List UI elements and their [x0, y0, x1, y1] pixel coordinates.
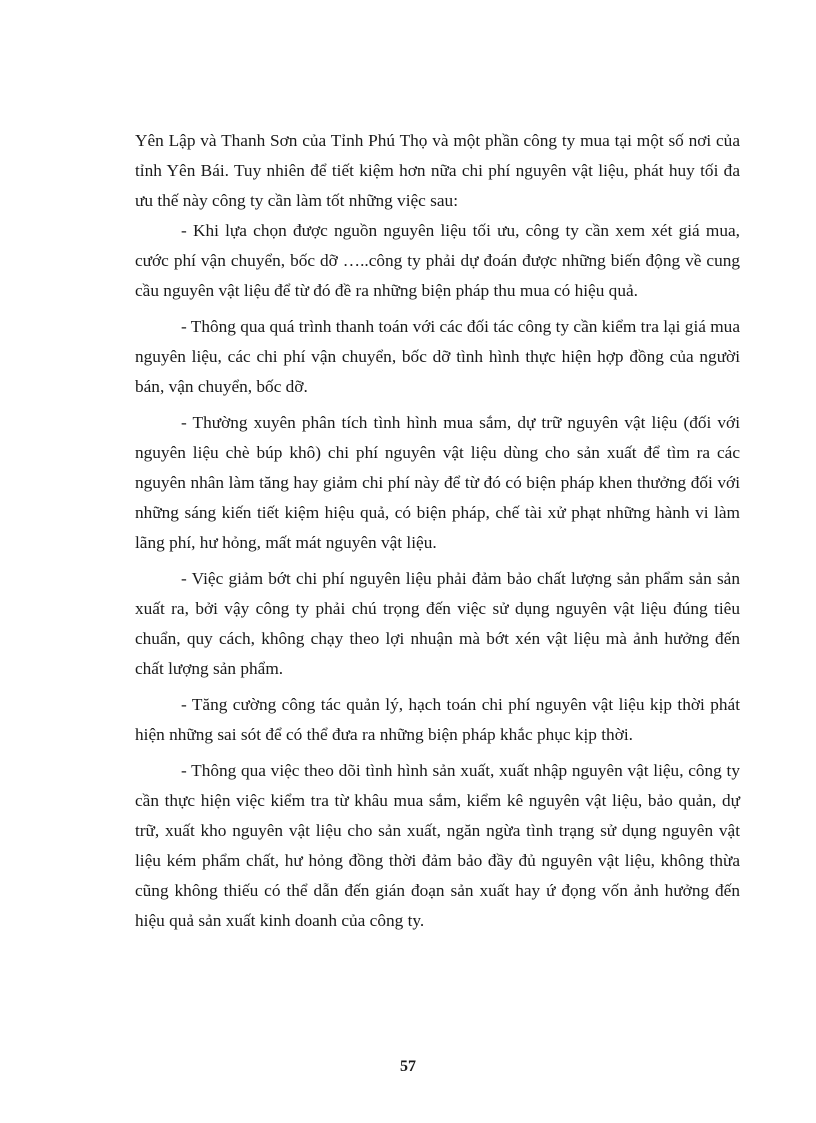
paragraph-item-6: - Thông qua việc theo dõi tình hình sản xuất, xuất nhập nguyên vật liệu, công ty cần thực hiện việc kiểm tra từ khâu mua sắm, kiểm kê nguyên vật liệu, bảo quản, dự trữ, xuất kho nguyên vật liệu cho sản xuất, ngăn ngừa tình trạng sử dụng nguyên vật liệu kém phẩm chất, hư hỏng đồng thời đảm bảo đầy đủ nguyên vật liệu, không thừa cũng không thiếu có thể dẫn đến gián đoạn sản xuất hay ứ đọng vốn ảnh hưởng đến hiệu quả sản xuất kinh doanh của công ty. — [135, 761, 740, 930]
paragraph-item-4: - Việc giảm bớt chi phí nguyên liệu phải đảm bảo chất lượng sản phẩm sản sản xuất ra, bởi vậy công ty phải chú trọng đến việc sử dụng nguyên vật liệu đúng tiêu chuẩn, quy cách, không chạy theo lợi nhuận mà bớt xén vật liệu mà ảnh hưởng đến chất lượng sản phẩm. — [135, 569, 740, 678]
paragraph-item-3: - Thường xuyên phân tích tình hình mua sắm, dự trữ nguyên vật liệu (đối với nguyên liệu chè búp khô) chi phí nguyên vật liệu dùng cho sản xuất để tìm ra các nguyên nhân làm tăng hay giảm chi phí này để từ đó có biện pháp khen thưởng đối với những sáng kiến tiết kiệm hiệu quả, có biện pháp, chế tài xử phạt những hành vi làm lãng phí, hư hỏng, mất mát nguyên vật liệu. — [135, 413, 740, 552]
paragraph-item-1: - Khi lựa chọn được nguồn nguyên liệu tối ưu, công ty cần xem xét giá mua, cước phí vận chuyển, bốc dỡ …..công ty phải dự đoán được những biến động về cung cầu nguyên vật liệu để từ đó đề ra những biện pháp thu mua có hiệu quả. — [135, 221, 740, 300]
paragraph-item-2: - Thông qua quá trình thanh toán với các đối tác công ty cần kiểm tra lại giá mua nguyên liệu, các chi phí vận chuyển, bốc dỡ tình hình thực hiện hợp đồng của người bán, vận chuyển, bốc dỡ. — [135, 317, 740, 396]
page-body — [135, 126, 740, 936]
page-number: 57 — [400, 1058, 416, 1075]
paragraph-item-5: - Tăng cường công tác quản lý, hạch toán chi phí nguyên vật liệu kịp thời phát hiện những sai sót để có thể đưa ra những biện pháp khắc phục kịp thời. — [135, 695, 740, 744]
paragraph-intro: Yên Lập và Thanh Sơn của Tỉnh Phú Thọ và một phần công ty mua tại một số nơi của tỉnh Yên Bái. Tuy nhiên để tiết kiệm hơn nữa chi phí nguyên vật liệu, phát huy tối đa ưu thế này công ty cần làm tốt những việc sau: — [135, 131, 740, 210]
